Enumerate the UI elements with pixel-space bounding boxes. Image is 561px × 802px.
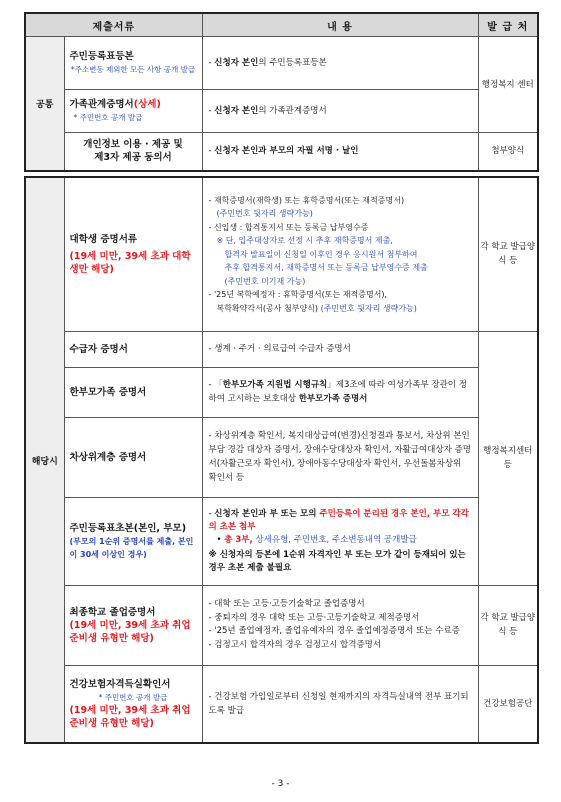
table-row (25, 585, 538, 665)
doc-desc: - 「한부모가족 지원법 시행규칙」제3조에 따라 여성가족부 장관이 정하여 고시하는 보호대상 한부모가족 증명서 (202, 367, 478, 417)
desc-line: '25년 복학예정자 : 휴학증명서(또는 재적증명서), (213, 290, 388, 299)
doc-resident-registration (64, 37, 202, 90)
page-number: - 3 - (271, 779, 290, 789)
issuer-school: 각 학교 발급양식 등 (478, 177, 538, 331)
doc-family-relation (64, 90, 202, 133)
desc-blue: 상세유형, 주민번호, 주소변동내역 공개발급 (252, 534, 417, 545)
desc-line: 대학 또는 고등·고등기술학교 졸업증명서 (214, 599, 365, 609)
doc-condition: (19세 미만, 39세 초과 대학생만 해당) (69, 250, 191, 275)
doc-title: 주민등록표등본 (69, 51, 134, 62)
doc-near-poor: 차상위계층 증명서 (64, 417, 202, 497)
desc-text: 」제3조에 따라 여성가족부 장관이 정하여 고시하는 보호대상 (208, 380, 467, 404)
doc-desc: - 재학증명서(재학생) 또는 휴학증명서(또는 재적증명서) (주민번호 뒷자리 생략가능) - 신입생 : 합격통지서 또는 등록금 납부영수증 ※ 단, 입주대상자로 선정 시 추후 재학증명서 제출, 합격자 발표일이 신청일 이후인 경우 응시원서 첨부하여 추후 합격통지서, 재학증명서 또는 등록금 납부영수증 제출 (주민번호 미기재 가능) - '25년 복학예정자 : 휴학증명서(또는 재적증명서), 복학확약각서(공사 첨부양식) (주민번호 뒷자리 생략가능) (202, 177, 478, 331)
header-issuer: 발 급 처 (478, 13, 538, 37)
desc-text: 생계 · 주거 · 의료급여 수급자 증명서 (214, 344, 351, 354)
doc-desc: - 신청자 본인의 가족관계증명서 (202, 90, 478, 133)
issuer-attached-form: 첨부양식 (478, 133, 538, 171)
table-row (25, 133, 538, 171)
doc-title: 주민등록표초본(본인, 부모) (69, 522, 187, 534)
issuer-admin-center-etc: 행정복지센터 등 (478, 331, 538, 585)
doc-desc: - 신청자 본인의 주민등록표등본 (202, 37, 478, 90)
doc-desc: - 생계 · 주거 · 의료급여 수급자 증명서 (202, 331, 478, 367)
doc-desc: - 건강보험 가입일로부터 신청일 현재까지의 자격득실내역 전부 표기되도록 발급 (202, 665, 478, 743)
table-row (25, 37, 538, 90)
category-applicable: 해당시 (25, 177, 64, 743)
header-content: 내 용 (202, 13, 478, 37)
category-common: 공통 (25, 37, 64, 171)
desc-line: 추후 합격통지서, 재학증명서 또는 등록금 납부영수증 제출 (224, 263, 428, 272)
table-row (25, 90, 538, 133)
doc-title: 건강보험자격득실확인서 (69, 678, 171, 690)
table-row (25, 497, 538, 585)
doc-condition: (19세 미만, 39세 초과 취업 준비생 유형만 해당) (69, 619, 191, 644)
doc-title: 가족관계증명서 (69, 99, 134, 110)
desc-line: '25년 졸업예정자, 졸업유예자의 경우 졸업예정증명서 또는 수료증 (214, 626, 460, 636)
desc-text: 차상위계층 확인서, 복지대상급여(변경)신청결과 통보서, 차상위 본인부담 경감 대상자 증명서, 장애수당대상자 확인서, 자활급여대상자 증명서(자활근로자 확인서), 장애아동수당대상자 확인서, 우선돌봄차상위 확인서 등 (208, 431, 471, 483)
desc-line: 검정고시 합격자의 경우 검정고시 합격증명서 (214, 639, 382, 650)
doc-desc: - 신청자 본인과 부 또는 모의 주민등록이 분리된 경우 본인, 부모 각각의 초본 첨부 • 총 3부, 상세유형, 주민번호, 주소변동내역 공개발급 ※ 신청자의 등본에 1순위 자격자인 부 또는 모가 같이 등재되어 있는 경우 초본 제출 불필요 (202, 497, 478, 585)
desc-line: (주민번호 뒷자리 생략가능) (216, 209, 313, 218)
doc-title: 최종학교 졸업증명서 (69, 606, 156, 618)
header-documents: 제출서류 (25, 13, 202, 37)
desc-text: 건강보험 가입일로부터 신청일 현재까지의 자격득실내역 전부 표기되도록 발급 (208, 691, 469, 716)
doc-resident-abstract (64, 497, 202, 585)
desc-line: (주민번호 미기재 가능) (224, 276, 306, 286)
issuer-nhis: 건강보험공단 (478, 665, 538, 743)
doc-condition: (부모의 1순위 증명서를 제출, 본인이 30세 이상인 경우) (69, 536, 194, 559)
desc-line: 신입생 : 합격통지서 또는 등록금 납부영수증 (213, 222, 369, 232)
doc-privacy-consent (64, 133, 202, 171)
doc-recipient: 수급자 증명서 (64, 331, 202, 367)
table-row (25, 367, 538, 417)
desc-line: 합격자 발표일이 신청일 이후인 경우 응시원서 첨부하여 (224, 249, 418, 259)
applicable-documents-table (24, 176, 539, 744)
desc-red: 총 3부, (224, 534, 253, 545)
desc-bold: 한부모가족 지원법 시행규칙 (222, 380, 328, 390)
desc-bold: 신청자 본인 (214, 58, 259, 68)
doc-title-line2: 제3자 제공 동의서 (94, 152, 172, 164)
desc-line: ※ 단, 입주대상자로 선정 시 추후 재학증명서 제출, (216, 236, 393, 245)
desc-note: ※ 신청자의 등본에 1순위 자격자인 부 또는 모가 같이 등재되어 있는 경우 초본 제출 불필요 (208, 549, 466, 573)
desc-text: 의 주민등록표등본 (258, 58, 327, 68)
table-row (25, 331, 538, 367)
desc-bold: 신청자 본인 (214, 106, 259, 116)
doc-note: *주소변동 제외한 모든 사항 공개 발급 (70, 65, 196, 74)
desc-text: 의 가족관계증명서 (258, 106, 327, 116)
doc-title-suffix: (상세) (133, 99, 161, 110)
doc-desc: - 신청자 본인과 부모의 자필 서명 · 날인 (202, 133, 478, 171)
desc-line: 재학증명서(재학생) 또는 휴학증명서(또는 재적증명서) (213, 195, 405, 205)
doc-note: * 주민번호 공개 발급 (98, 692, 168, 702)
common-documents-table (24, 12, 539, 172)
issuer-school: 각 학교 발급양식 등 (478, 585, 538, 665)
desc-red: 주민등록이 분리된 경우 본인, 부모 각각의 초본 첨부 (208, 508, 469, 532)
doc-title-line1: 개인정보 이용 · 제공 및 (83, 139, 183, 151)
doc-desc: - 차상위계층 확인서, 복지대상급여(변경)신청결과 통보서, 차상위 본인부담 경감 대상자 증명서, 장애수당대상자 확인서, 자활급여대상자 증명서(자활근로자 확인서), 장애아동수당대상자 확인서, 우선돌봄차상위 확인서 등 (202, 417, 478, 497)
desc-line: 복학확약각서(공사 첨부양식) (216, 303, 319, 313)
desc-line: 중퇴자의 경우 대학 또는 고등·고등기술학교 제적증명서 (214, 612, 420, 623)
doc-graduation (64, 585, 202, 665)
table-row (25, 177, 538, 331)
doc-title: 대학생 증명서류 (69, 233, 138, 245)
doc-note: * 주민번호 공개 발급 (73, 113, 143, 122)
desc-bold: 신청자 본인과 부 또는 모의 (214, 508, 320, 519)
doc-desc: - 대학 또는 고등·고등기술학교 졸업증명서 - 중퇴자의 경우 대학 또는 고등·고등기술학교 제적증명서 - '25년 졸업예정자, 졸업유예자의 경우 졸업예정증명서 또는 수료증 - 검정고시 합격자의 경우 검정고시 합격증명서 (202, 585, 478, 665)
desc-text: 「 (214, 380, 223, 390)
table-row (25, 417, 538, 497)
desc-bold: 신청자 본인과 부모의 자필 서명 · 날인 (214, 146, 359, 157)
table-row (25, 665, 538, 743)
issuer-admin-center: 행정복지 센터 (478, 37, 538, 133)
table-header-row (25, 13, 538, 37)
doc-single-parent: 한부모가족 증명서 (64, 367, 202, 417)
doc-condition: (19세 미만, 39세 초과 취업 준비생 유형만 해당) (69, 704, 191, 729)
desc-line: (주민번호 뒷자리 생략가능) (320, 303, 417, 313)
desc-bold: 한부모가족 증명서 (298, 394, 368, 404)
doc-student (64, 177, 202, 331)
doc-health-insurance (64, 665, 202, 743)
